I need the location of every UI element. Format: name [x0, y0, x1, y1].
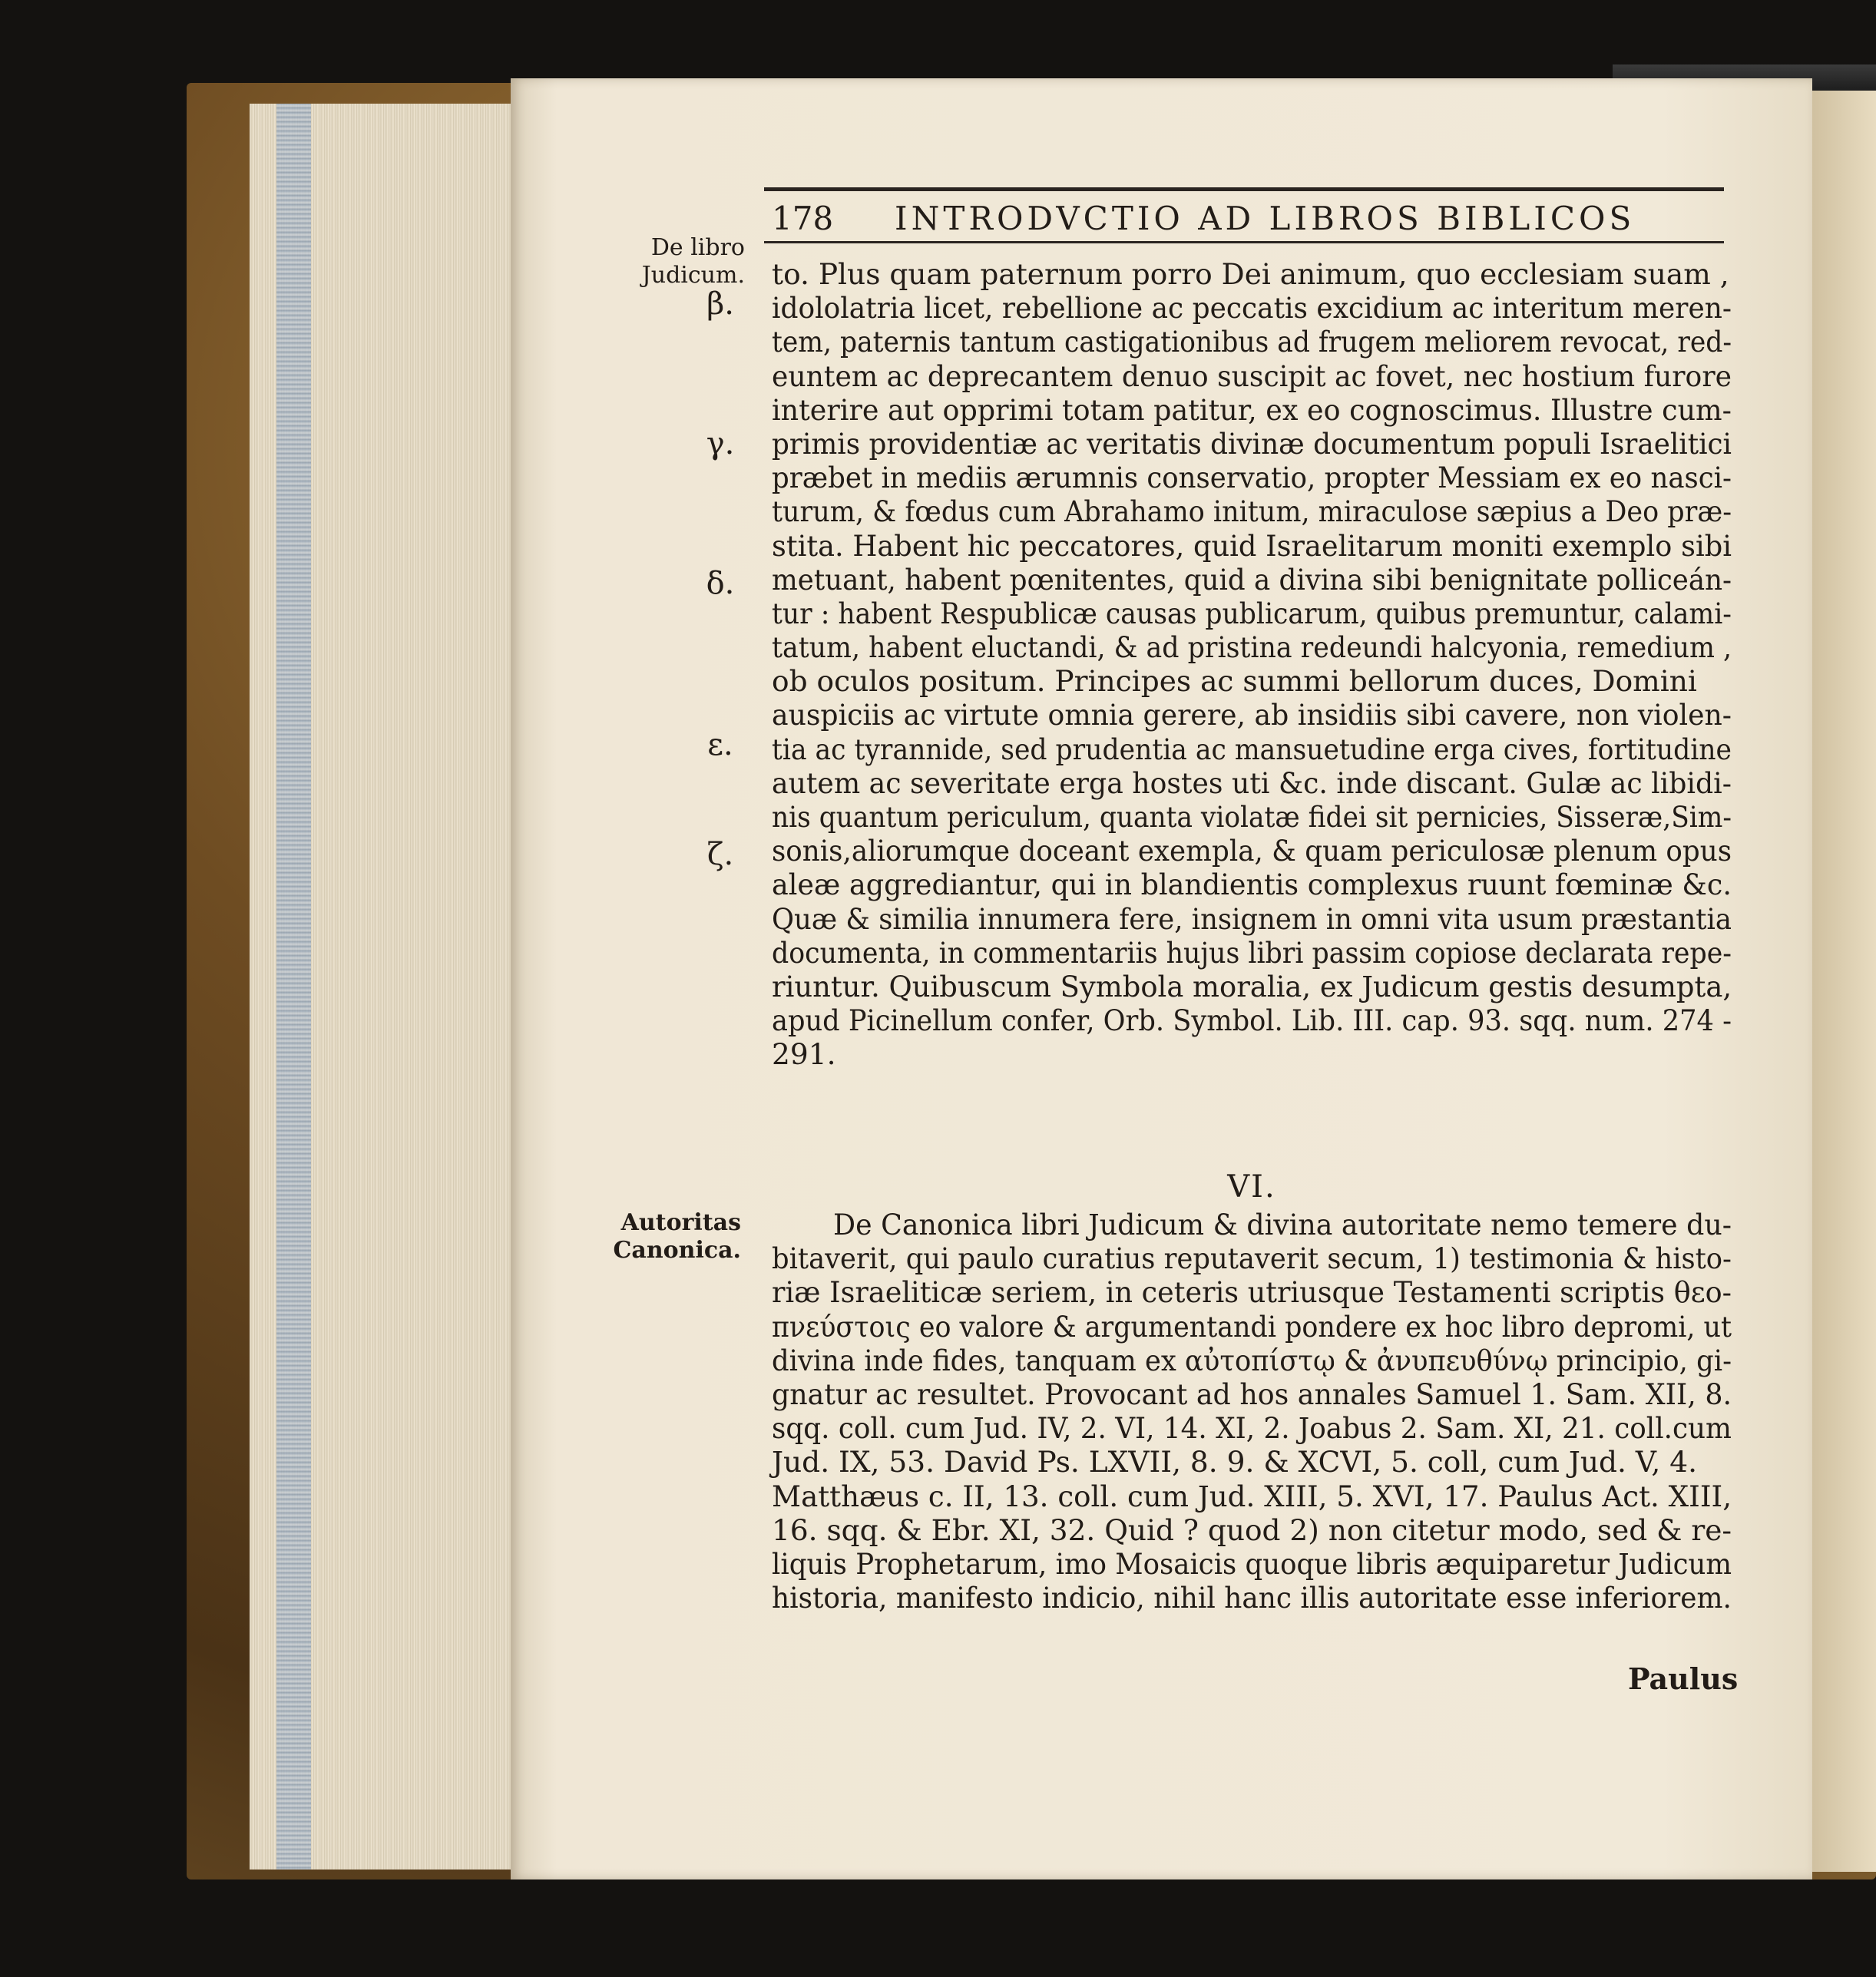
- text-line: liquis Prophetarum, imo Mosaicis quoque libris æquiparetur Judicum: [772, 1546, 1732, 1581]
- text-line: Jud. IX, 53. David Ps. LXVII, 8. 9. & XCVI, 5. coll, cum Jud. V, 4.: [772, 1445, 1697, 1479]
- margin-note-line: Judicum.: [641, 262, 745, 289]
- running-header: [772, 200, 1716, 238]
- text-line: stita. Habent hic peccatores, quid Israelitarum moniti exemplo sibi: [772, 528, 1732, 563]
- text-line: tia ac tyrannide, sed prudentia ac mansuetudine erga cives, fortitudine: [772, 732, 1732, 766]
- margin-marker-beta: β.: [706, 286, 734, 322]
- margin-marker-gamma: γ.: [706, 426, 735, 461]
- section-body-2: [772, 1208, 1732, 1615]
- text-line: 16. sqq. & Ebr. XI, 32. Quid ? quod 2) non citetur modo, sed & re-: [772, 1513, 1732, 1547]
- text-line: primis providentiæ ac veritatis divinæ documentum populi Israelitici: [772, 426, 1732, 461]
- text-line: autem ac severitate erga hostes uti &c. inde discant. Gulæ ac libidi-: [772, 765, 1732, 800]
- margin-marker-delta: δ.: [706, 566, 735, 601]
- margin-marker-zeta: ζ.: [706, 837, 734, 872]
- section-heading: VI.: [1227, 1169, 1276, 1205]
- text-line: turum, & fœdus cum Abrahamo initum, miraculose sæpius a Deo præ-: [772, 494, 1732, 529]
- text-line: auspiciis ac virtute omnia gerere, ab insidiis sibi cavere, non violen-: [772, 698, 1732, 732]
- catchword: Paulus: [1628, 1661, 1739, 1696]
- margin-note-autoritas: [610, 1209, 741, 1265]
- text-line: apud Picinellum confer, Orb. Symbol. Lib. III. cap. 93. sqq. num. 274 -: [772, 1003, 1732, 1038]
- running-title: INTRODVCTIO AD LIBROS BIBLICOS: [895, 200, 1636, 237]
- margin-marker-epsilon: ε.: [707, 727, 733, 762]
- margin-note-line: Canonica.: [613, 1237, 741, 1264]
- header-rule-bottom: [764, 241, 1724, 243]
- text-line: divina inde fides, tanquam ex αὐτοπίστῳ & ἀνυπευθύνῳ principio, gi-: [772, 1343, 1732, 1377]
- text-line: gnatur ac resultet. Provocant ad hos annales Samuel 1. Sam. XII, 8.: [772, 1377, 1732, 1411]
- margin-note-line: Autoritas: [620, 1209, 741, 1236]
- text-line: to. Plus quam paternum porro Dei animum, quo ecclesiam suam ,: [772, 257, 1729, 291]
- text-line: 291.: [772, 1037, 836, 1072]
- text-line: De Canonica libri Judicum & divina autoritate nemo temere du-: [833, 1208, 1732, 1241]
- text-line: sonis,aliorumque doceant exempla, & quam periculosæ plenum opus: [772, 834, 1732, 868]
- text-line: bitaverit, qui paulo curatius reputaverit secum, 1) testimonia & histo-: [772, 1241, 1732, 1276]
- text-line: sqq. coll. cum Jud. IV, 2. VI, 14. XI, 2. Joabus 2. Sam. XI, 21. coll.cum: [772, 1411, 1732, 1446]
- text-line: tem, paternis tantum castigationibus ad frugem meliorem revocat, red-: [772, 325, 1732, 359]
- facing-page-edge: [1805, 91, 1876, 1872]
- header-rule-top: [764, 187, 1724, 191]
- text-line: πνεύστοις eo valore & argumentandi pondere ex hoc libro depromi, ut: [772, 1309, 1732, 1344]
- page-number: 178: [772, 200, 834, 237]
- text-line: præbet in mediis ærumnis conservatio, propter Messiam ex eo nasci-: [772, 461, 1732, 495]
- text-line: Quæ & similia innumera fere, insignem in omni vita usum præstantia: [772, 901, 1732, 936]
- margin-note-line: De libro: [650, 234, 745, 261]
- text-line: Matthæus c. II, 13. coll. cum Jud. XIII, 5. XVI, 17. Paulus Act. XIII,: [772, 1479, 1732, 1513]
- text-line: historia, manifesto indicio, nihil hanc illis autoritate esse inferiorem.: [772, 1581, 1732, 1615]
- text-line: ob oculos positum. Principes ac summi bellorum duces, Domini: [772, 664, 1697, 699]
- text-line: euntem ac deprecantem denuo suscipit ac fovet, nec hostium furore: [772, 359, 1732, 393]
- text-line: metuant, habent pœnitentes, quid a divina sibi benignitate polliceán-: [772, 562, 1732, 597]
- text-line: riæ Israeliticæ seriem, in ceteris utriusque Testamenti scriptis θεο-: [772, 1275, 1732, 1310]
- margin-note-de-libro: [614, 234, 745, 289]
- text-line: documenta, in commentariis hujus libri passim copiose declarata repe-: [772, 935, 1732, 970]
- text-line: riuntur. Quibuscum Symbola moralia, ex Judicum gestis desumpta,: [772, 969, 1732, 1003]
- text-line: nis quantum periculum, quanta violatæ fidei sit pernicies, Sisseræ,Sim-: [772, 800, 1732, 834]
- text-line: aleæ aggrediantur, qui in blandientis complexus ruunt fœminæ &c.: [772, 868, 1732, 902]
- text-line: tatum, habent eluctandi, & ad pristina redeundi halcyonia, remedium ,: [772, 630, 1732, 665]
- text-line: tur : habent Respublicæ causas publicarum, quibus premuntur, calami-: [772, 596, 1732, 630]
- section-body-1: [772, 257, 1732, 1072]
- text-line: idololatria licet, rebellione ac peccatis excidium ac interitum meren-: [772, 291, 1732, 326]
- text-line: interire aut opprimi totam patitur, ex eo cognoscimus. Illustre cum-: [772, 392, 1732, 427]
- page-edge-sprinkle: [276, 104, 311, 1870]
